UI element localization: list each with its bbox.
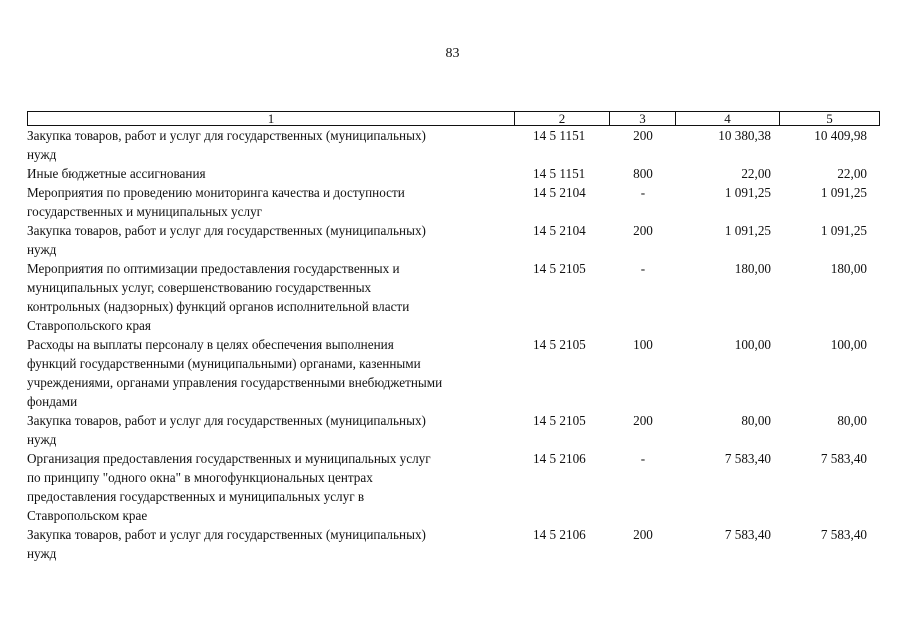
- cell-name-line: нужд: [27, 432, 57, 447]
- table-row: [27, 259, 880, 335]
- cell-code: 14 5 1151: [533, 166, 586, 181]
- cell-vr: 200: [633, 223, 653, 238]
- cell-vr: -: [640, 261, 646, 276]
- cell-name-line: Ставропольском крае: [27, 508, 148, 523]
- table-row: [27, 335, 880, 411]
- cell-name-line: Расходы на выплаты персоналу в целях обеспечения выполнения: [27, 337, 394, 352]
- cell-code: 14 5 2104: [533, 185, 586, 200]
- cell-vr: 800: [633, 166, 653, 181]
- cell-code: 14 5 2106: [533, 451, 586, 466]
- table-row: [27, 164, 880, 183]
- cell-name: [27, 183, 497, 221]
- cell-name-line: государственных и муниципальных услуг: [27, 204, 263, 219]
- cell-name-line: Закупка товаров, работ и услуг для государственных (муниципальных): [27, 223, 426, 238]
- cell-name: [27, 259, 497, 335]
- header-col-5: 5: [826, 111, 833, 126]
- cell-name-line: муниципальных услуг, совершенствованию государственных: [27, 280, 372, 295]
- table-row: [27, 525, 880, 563]
- cell-sum-2: 10 409,98: [814, 128, 867, 143]
- table-row: [27, 411, 880, 449]
- cell-name: [27, 449, 497, 525]
- cell-vr: -: [640, 451, 646, 466]
- cell-name-line: Иные бюджетные ассигнования: [27, 166, 206, 181]
- cell-sum-2: 1 091,25: [820, 185, 867, 200]
- header-col-4: 4: [676, 112, 780, 125]
- table-row: [27, 449, 880, 525]
- cell-name-line: нужд: [27, 147, 57, 162]
- cell-code: 14 5 2105: [533, 413, 586, 428]
- cell-sum-2: 100,00: [830, 337, 867, 352]
- cell-sum-1: 1 091,25: [724, 185, 771, 200]
- cell-sum-2: 80,00: [837, 413, 867, 428]
- table-row: [27, 221, 880, 259]
- cell-name: [27, 164, 497, 183]
- cell-name: [27, 335, 497, 411]
- cell-name-line: Организация предоставления государственных и муниципальных услуг: [27, 451, 431, 466]
- page-number: 83: [445, 46, 460, 61]
- cell-sum-1: 100,00: [734, 337, 771, 352]
- cell-vr: 200: [633, 128, 653, 143]
- cell-name-line: по принципу "одного окна" в многофункциональных центрах: [27, 470, 373, 485]
- header-col-1: 1: [28, 112, 515, 125]
- cell-sum-2: 1 091,25: [820, 223, 867, 238]
- cell-name-line: нужд: [27, 242, 57, 257]
- cell-sum-1: 7 583,40: [724, 451, 771, 466]
- cell-code: 14 5 2105: [533, 337, 586, 352]
- cell-name: [27, 126, 497, 164]
- cell-code: 14 5 2104: [533, 223, 586, 238]
- cell-code: 14 5 2106: [533, 527, 586, 542]
- cell-name-line: учреждениями, органами управления государственными внебюджетными: [27, 375, 443, 390]
- cell-sum-1: 7 583,40: [724, 527, 771, 542]
- cell-name: [27, 221, 497, 259]
- cell-name-line: Мероприятия по проведению мониторинга качества и доступности: [27, 185, 405, 200]
- header-col-2: 2: [515, 112, 610, 125]
- cell-name: [27, 525, 497, 563]
- cell-sum-1: 22,00: [741, 166, 771, 181]
- cell-vr: 200: [633, 413, 653, 428]
- cell-sum-2: 7 583,40: [820, 451, 867, 466]
- cell-sum-1: 180,00: [734, 261, 771, 276]
- cell-name: [27, 411, 497, 449]
- cell-sum-1: 1 091,25: [724, 223, 771, 238]
- cell-sum-2: 180,00: [830, 261, 867, 276]
- budget-table: [27, 111, 880, 563]
- cell-name-line: Мероприятия по оптимизации предоставления государственных и: [27, 261, 400, 276]
- cell-name-line: контрольных (надзорных) функций органов исполнительной власти: [27, 299, 410, 314]
- cell-name-line: предоставления государственных и муниципальных услуг в: [27, 489, 365, 504]
- cell-vr: -: [640, 185, 646, 200]
- cell-sum-1: 10 380,38: [718, 128, 771, 143]
- cell-code: 14 5 1151: [533, 128, 586, 143]
- cell-sum-1: 80,00: [741, 413, 771, 428]
- cell-name-line: фондами: [27, 394, 78, 409]
- cell-name-line: нужд: [27, 546, 57, 561]
- header-col-3: 3: [610, 112, 676, 125]
- table-row: [27, 183, 880, 221]
- cell-name-line: Закупка товаров, работ и услуг для государственных (муниципальных): [27, 128, 426, 143]
- cell-name-line: Ставропольского края: [27, 318, 151, 333]
- cell-sum-2: 22,00: [837, 166, 867, 181]
- table-row: [27, 126, 880, 164]
- cell-vr: 100: [633, 337, 653, 352]
- cell-sum-2: 7 583,40: [820, 527, 867, 542]
- cell-name-line: Закупка товаров, работ и услуг для государственных (муниципальных): [27, 413, 426, 428]
- cell-name-line: функций государственными (муниципальными) органами, казенными: [27, 356, 421, 371]
- table-header: [27, 111, 880, 126]
- cell-vr: 200: [633, 527, 653, 542]
- cell-code: 14 5 2105: [533, 261, 586, 276]
- table-body: [27, 126, 880, 563]
- cell-name-line: Закупка товаров, работ и услуг для государственных (муниципальных): [27, 527, 426, 542]
